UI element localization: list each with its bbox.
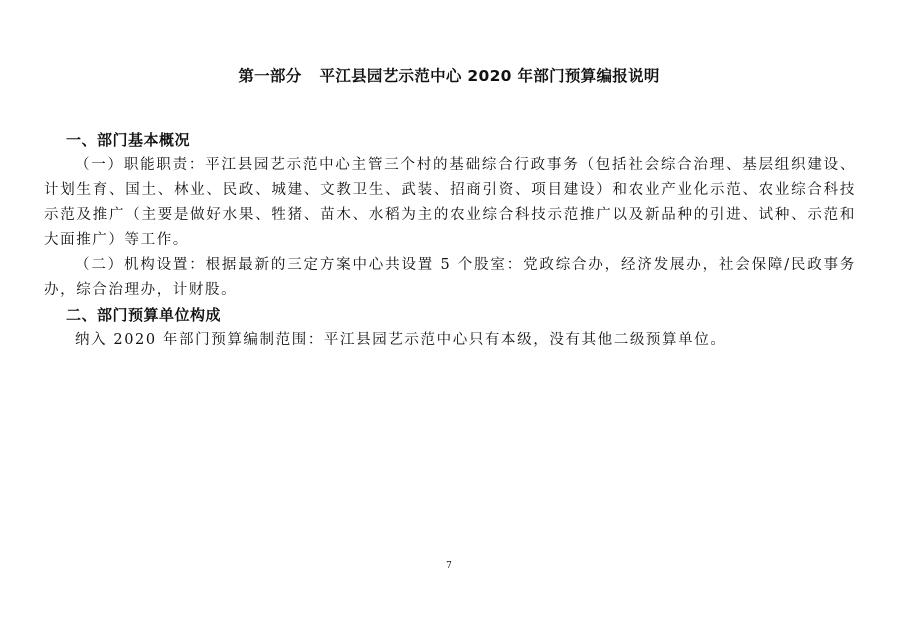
title-part: 第一部分 — [238, 67, 302, 85]
document-body — [44, 128, 856, 353]
page-number: 7 — [446, 561, 452, 571]
title-main: 平江县园艺示范中心 2020 年部门预算编报说明 — [319, 67, 660, 85]
paragraph-budget-scope: 纳入 2020 年部门预算编制范围：平江县园艺示范中心只有本级，没有其他二级预算单位。 — [75, 332, 727, 348]
section-heading-units: 二、部门预算单位构成 — [66, 306, 222, 324]
paragraph-duties: （一）职能职责：平江县园艺示范中心主管三个村的基础综合行政事务（包括社会综合治理、基层组织建设、计划生育、国土、林业、民政、城建、文教卫生、武装、招商引资、项目建设）和农业产业化示范、农业综合科技示范及推广（主要是做好水果、牲猪、苗木、水稻为主的农业综合科技示范推广以及新品种的引进、试种、示范和大面推广）等工作。 — [44, 157, 856, 248]
paragraph-organization: （二）机构设置：根据最新的三定方案中心共设置 5 个股室：党政综合办，经济发展办，社会保障/民政事务办，综合治理办，计财股。 — [44, 257, 856, 298]
section-heading-overview: 一、部门基本概况 — [66, 131, 191, 149]
document-title — [0, 64, 898, 86]
